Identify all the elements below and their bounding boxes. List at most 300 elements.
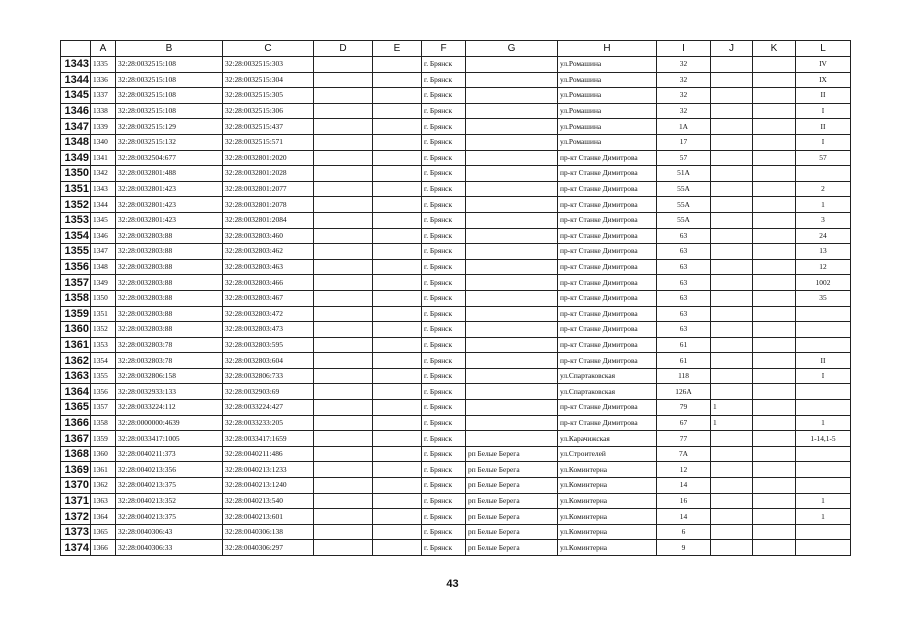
cell-f[interactable]: г. Брянск bbox=[422, 322, 466, 338]
cell-a[interactable]: 1342 bbox=[91, 166, 116, 182]
row-number[interactable]: 1348 bbox=[61, 134, 91, 150]
cell-g[interactable] bbox=[466, 431, 558, 447]
cell-d[interactable] bbox=[314, 478, 373, 494]
cell-e[interactable] bbox=[373, 415, 422, 431]
cell-j[interactable] bbox=[711, 431, 753, 447]
cell-b[interactable]: 32:28:0032803:88 bbox=[116, 322, 223, 338]
cell-g[interactable] bbox=[466, 322, 558, 338]
row-number[interactable]: 1359 bbox=[61, 306, 91, 322]
cell-h[interactable]: пр-кт Станке Димитрова bbox=[558, 400, 657, 416]
cell-i[interactable]: 63 bbox=[657, 290, 711, 306]
cell-h[interactable]: пр-кт Станке Димитрова bbox=[558, 290, 657, 306]
cell-j[interactable] bbox=[711, 275, 753, 291]
cell-g[interactable] bbox=[466, 212, 558, 228]
cell-b[interactable]: 32:28:0040213:352 bbox=[116, 493, 223, 509]
cell-g[interactable] bbox=[466, 400, 558, 416]
cell-f[interactable]: г. Брянск bbox=[422, 259, 466, 275]
cell-j[interactable] bbox=[711, 493, 753, 509]
cell-b[interactable]: 32:28:0032515:132 bbox=[116, 134, 223, 150]
cell-g[interactable] bbox=[466, 415, 558, 431]
row-number[interactable]: 1363 bbox=[61, 368, 91, 384]
cell-i[interactable]: 118 bbox=[657, 368, 711, 384]
cell-c[interactable]: 32:28:0032515:306 bbox=[223, 103, 314, 119]
cell-c[interactable]: 32:28:0040213:1233 bbox=[223, 462, 314, 478]
cell-c[interactable]: 32:28:0032801:2077 bbox=[223, 181, 314, 197]
cell-h[interactable]: пр-кт Станке Димитрова bbox=[558, 306, 657, 322]
cell-f[interactable]: г. Брянск bbox=[422, 446, 466, 462]
cell-c[interactable]: 32:28:0032801:2020 bbox=[223, 150, 314, 166]
cell-c[interactable]: 32:28:0033224:427 bbox=[223, 400, 314, 416]
cell-k[interactable] bbox=[753, 181, 796, 197]
column-header-k[interactable]: K bbox=[753, 41, 796, 57]
cell-f[interactable]: г. Брянск bbox=[422, 212, 466, 228]
cell-h[interactable]: ул.Спартаковская bbox=[558, 384, 657, 400]
row-number[interactable]: 1358 bbox=[61, 290, 91, 306]
cell-d[interactable] bbox=[314, 197, 373, 213]
cell-d[interactable] bbox=[314, 384, 373, 400]
cell-h[interactable]: пр-кт Станке Димитрова bbox=[558, 244, 657, 260]
cell-j[interactable] bbox=[711, 134, 753, 150]
cell-b[interactable]: 32:28:0032803:88 bbox=[116, 275, 223, 291]
cell-j[interactable] bbox=[711, 244, 753, 260]
cell-i[interactable]: 14 bbox=[657, 478, 711, 494]
cell-g[interactable] bbox=[466, 228, 558, 244]
row-number[interactable]: 1361 bbox=[61, 337, 91, 353]
cell-k[interactable] bbox=[753, 275, 796, 291]
cell-d[interactable] bbox=[314, 228, 373, 244]
cell-c[interactable]: 32:28:0032803:472 bbox=[223, 306, 314, 322]
cell-b[interactable]: 32:28:0032504:677 bbox=[116, 150, 223, 166]
cell-l[interactable] bbox=[796, 306, 851, 322]
cell-i[interactable]: 79 bbox=[657, 400, 711, 416]
cell-d[interactable] bbox=[314, 306, 373, 322]
cell-e[interactable] bbox=[373, 368, 422, 384]
cell-h[interactable]: пр-кт Станке Димитрова bbox=[558, 353, 657, 369]
cell-l[interactable]: II bbox=[796, 353, 851, 369]
cell-h[interactable]: ул.Спартаковская bbox=[558, 368, 657, 384]
row-number[interactable]: 1351 bbox=[61, 181, 91, 197]
cell-j[interactable] bbox=[711, 446, 753, 462]
cell-b[interactable]: 32:28:0040306:33 bbox=[116, 540, 223, 556]
cell-i[interactable]: 55А bbox=[657, 181, 711, 197]
cell-d[interactable] bbox=[314, 150, 373, 166]
row-number[interactable]: 1374 bbox=[61, 540, 91, 556]
cell-j[interactable] bbox=[711, 337, 753, 353]
cell-k[interactable] bbox=[753, 290, 796, 306]
cell-j[interactable] bbox=[711, 353, 753, 369]
row-number[interactable]: 1360 bbox=[61, 322, 91, 338]
cell-j[interactable] bbox=[711, 72, 753, 88]
cell-b[interactable]: 32:28:0040211:373 bbox=[116, 446, 223, 462]
cell-a[interactable]: 1346 bbox=[91, 228, 116, 244]
cell-d[interactable] bbox=[314, 400, 373, 416]
cell-b[interactable]: 32:28:0032803:78 bbox=[116, 337, 223, 353]
cell-a[interactable]: 1351 bbox=[91, 306, 116, 322]
cell-e[interactable] bbox=[373, 88, 422, 104]
cell-f[interactable]: г. Брянск bbox=[422, 166, 466, 182]
cell-g[interactable] bbox=[466, 384, 558, 400]
cell-b[interactable]: 32:28:0032515:108 bbox=[116, 103, 223, 119]
cell-e[interactable] bbox=[373, 384, 422, 400]
cell-k[interactable] bbox=[753, 103, 796, 119]
cell-h[interactable]: пр-кт Станке Димитрова bbox=[558, 415, 657, 431]
cell-b[interactable]: 32:28:0032801:423 bbox=[116, 197, 223, 213]
cell-f[interactable]: г. Брянск bbox=[422, 228, 466, 244]
cell-k[interactable] bbox=[753, 353, 796, 369]
row-number[interactable]: 1344 bbox=[61, 72, 91, 88]
row-number[interactable]: 1364 bbox=[61, 384, 91, 400]
cell-k[interactable] bbox=[753, 384, 796, 400]
cell-e[interactable] bbox=[373, 57, 422, 73]
cell-i[interactable]: 63 bbox=[657, 322, 711, 338]
cell-e[interactable] bbox=[373, 72, 422, 88]
cell-i[interactable]: 9 bbox=[657, 540, 711, 556]
cell-c[interactable]: 32:28:0032801:2084 bbox=[223, 212, 314, 228]
column-header-l[interactable]: L bbox=[796, 41, 851, 57]
cell-a[interactable]: 1345 bbox=[91, 212, 116, 228]
cell-j[interactable] bbox=[711, 509, 753, 525]
cell-b[interactable]: 32:28:0032801:423 bbox=[116, 181, 223, 197]
cell-f[interactable]: г. Брянск bbox=[422, 384, 466, 400]
cell-g[interactable] bbox=[466, 368, 558, 384]
cell-a[interactable]: 1340 bbox=[91, 134, 116, 150]
cell-e[interactable] bbox=[373, 509, 422, 525]
cell-k[interactable] bbox=[753, 228, 796, 244]
cell-a[interactable]: 1336 bbox=[91, 72, 116, 88]
row-number[interactable]: 1343 bbox=[61, 57, 91, 73]
cell-l[interactable]: IV bbox=[796, 57, 851, 73]
column-header-i[interactable]: I bbox=[657, 41, 711, 57]
cell-l[interactable] bbox=[796, 478, 851, 494]
row-number[interactable]: 1362 bbox=[61, 353, 91, 369]
cell-b[interactable]: 32:28:0040213:356 bbox=[116, 462, 223, 478]
cell-g[interactable] bbox=[466, 337, 558, 353]
cell-b[interactable]: 32:28:0032803:88 bbox=[116, 259, 223, 275]
cell-k[interactable] bbox=[753, 524, 796, 540]
cell-a[interactable]: 1341 bbox=[91, 150, 116, 166]
cell-c[interactable]: 32:28:0032803:463 bbox=[223, 259, 314, 275]
cell-i[interactable]: 12 bbox=[657, 462, 711, 478]
cell-j[interactable] bbox=[711, 259, 753, 275]
cell-j[interactable]: 1 bbox=[711, 415, 753, 431]
cell-i[interactable]: 55А bbox=[657, 212, 711, 228]
cell-e[interactable] bbox=[373, 166, 422, 182]
cell-e[interactable] bbox=[373, 493, 422, 509]
cell-h[interactable]: пр-кт Станке Димитрова bbox=[558, 212, 657, 228]
cell-c[interactable]: 32:28:0032803:604 bbox=[223, 353, 314, 369]
cell-k[interactable] bbox=[753, 244, 796, 260]
cell-g[interactable]: рп Белые Берега bbox=[466, 493, 558, 509]
cell-a[interactable]: 1347 bbox=[91, 244, 116, 260]
cell-g[interactable] bbox=[466, 57, 558, 73]
cell-h[interactable]: пр-кт Станке Димитрова bbox=[558, 322, 657, 338]
row-number[interactable]: 1372 bbox=[61, 509, 91, 525]
cell-a[interactable]: 1339 bbox=[91, 119, 116, 135]
cell-l[interactable] bbox=[796, 166, 851, 182]
cell-h[interactable]: ул.Строителей bbox=[558, 446, 657, 462]
cell-c[interactable]: 32:28:0040306:138 bbox=[223, 524, 314, 540]
cell-l[interactable] bbox=[796, 540, 851, 556]
cell-j[interactable] bbox=[711, 478, 753, 494]
cell-b[interactable]: 32:28:0040306:43 bbox=[116, 524, 223, 540]
cell-h[interactable]: ул.Ромашина bbox=[558, 57, 657, 73]
cell-c[interactable]: 32:28:0032803:462 bbox=[223, 244, 314, 260]
cell-j[interactable] bbox=[711, 150, 753, 166]
cell-c[interactable]: 32:28:0032803:595 bbox=[223, 337, 314, 353]
cell-d[interactable] bbox=[314, 134, 373, 150]
cell-f[interactable]: г. Брянск bbox=[422, 478, 466, 494]
cell-j[interactable] bbox=[711, 57, 753, 73]
cell-d[interactable] bbox=[314, 368, 373, 384]
cell-i[interactable]: 63 bbox=[657, 275, 711, 291]
row-number[interactable]: 1373 bbox=[61, 524, 91, 540]
cell-c[interactable]: 32:28:0033417:1659 bbox=[223, 431, 314, 447]
cell-k[interactable] bbox=[753, 119, 796, 135]
corner-cell[interactable] bbox=[61, 41, 91, 57]
cell-j[interactable]: 1 bbox=[711, 400, 753, 416]
cell-l[interactable]: 1 bbox=[796, 509, 851, 525]
column-header-g[interactable]: G bbox=[466, 41, 558, 57]
cell-l[interactable]: 24 bbox=[796, 228, 851, 244]
cell-l[interactable]: IX bbox=[796, 72, 851, 88]
cell-g[interactable]: рп Белые Берега bbox=[466, 509, 558, 525]
cell-e[interactable] bbox=[373, 181, 422, 197]
row-number[interactable]: 1367 bbox=[61, 431, 91, 447]
cell-k[interactable] bbox=[753, 212, 796, 228]
row-number[interactable]: 1357 bbox=[61, 275, 91, 291]
cell-f[interactable]: г. Брянск bbox=[422, 181, 466, 197]
cell-j[interactable] bbox=[711, 384, 753, 400]
cell-j[interactable] bbox=[711, 197, 753, 213]
cell-k[interactable] bbox=[753, 368, 796, 384]
cell-g[interactable]: рп Белые Берега bbox=[466, 446, 558, 462]
cell-h[interactable]: ул.Коминтерна bbox=[558, 524, 657, 540]
cell-h[interactable]: пр-кт Станке Димитрова bbox=[558, 166, 657, 182]
cell-k[interactable] bbox=[753, 446, 796, 462]
cell-c[interactable]: 32:28:0033233:205 bbox=[223, 415, 314, 431]
cell-j[interactable] bbox=[711, 290, 753, 306]
row-number[interactable]: 1350 bbox=[61, 166, 91, 182]
cell-k[interactable] bbox=[753, 540, 796, 556]
cell-i[interactable]: 32 bbox=[657, 57, 711, 73]
cell-f[interactable]: г. Брянск bbox=[422, 275, 466, 291]
cell-k[interactable] bbox=[753, 462, 796, 478]
cell-d[interactable] bbox=[314, 259, 373, 275]
column-header-f[interactable]: F bbox=[422, 41, 466, 57]
cell-k[interactable] bbox=[753, 493, 796, 509]
cell-e[interactable] bbox=[373, 337, 422, 353]
column-header-j[interactable]: J bbox=[711, 41, 753, 57]
cell-l[interactable]: II bbox=[796, 88, 851, 104]
cell-g[interactable]: рп Белые Берега bbox=[466, 478, 558, 494]
cell-i[interactable]: 63 bbox=[657, 306, 711, 322]
cell-h[interactable]: ул.Коминтерна bbox=[558, 478, 657, 494]
cell-f[interactable]: г. Брянск bbox=[422, 368, 466, 384]
cell-i[interactable]: 63 bbox=[657, 244, 711, 260]
cell-a[interactable]: 1353 bbox=[91, 337, 116, 353]
cell-j[interactable] bbox=[711, 462, 753, 478]
cell-l[interactable]: 1-14,1-5 bbox=[796, 431, 851, 447]
cell-a[interactable]: 1364 bbox=[91, 509, 116, 525]
cell-g[interactable] bbox=[466, 244, 558, 260]
cell-b[interactable]: 32:28:0032803:88 bbox=[116, 228, 223, 244]
cell-b[interactable]: 32:28:0032515:108 bbox=[116, 88, 223, 104]
cell-k[interactable] bbox=[753, 88, 796, 104]
cell-c[interactable]: 32:28:0032803:466 bbox=[223, 275, 314, 291]
column-header-h[interactable]: H bbox=[558, 41, 657, 57]
cell-c[interactable]: 32:28:0040306:297 bbox=[223, 540, 314, 556]
cell-k[interactable] bbox=[753, 431, 796, 447]
row-number[interactable]: 1355 bbox=[61, 244, 91, 260]
cell-j[interactable] bbox=[711, 119, 753, 135]
row-number[interactable]: 1354 bbox=[61, 228, 91, 244]
cell-c[interactable]: 32:28:0032801:2078 bbox=[223, 197, 314, 213]
cell-g[interactable] bbox=[466, 197, 558, 213]
cell-h[interactable]: ул.Ромашина bbox=[558, 72, 657, 88]
cell-k[interactable] bbox=[753, 72, 796, 88]
cell-e[interactable] bbox=[373, 197, 422, 213]
cell-a[interactable]: 1366 bbox=[91, 540, 116, 556]
cell-i[interactable]: 32 bbox=[657, 72, 711, 88]
cell-a[interactable]: 1361 bbox=[91, 462, 116, 478]
cell-j[interactable] bbox=[711, 540, 753, 556]
cell-i[interactable]: 16 bbox=[657, 493, 711, 509]
cell-a[interactable]: 1343 bbox=[91, 181, 116, 197]
cell-l[interactable]: 12 bbox=[796, 259, 851, 275]
cell-a[interactable]: 1363 bbox=[91, 493, 116, 509]
cell-c[interactable]: 32:28:0032903:69 bbox=[223, 384, 314, 400]
cell-i[interactable]: 1А bbox=[657, 119, 711, 135]
cell-c[interactable]: 32:28:0032801:2028 bbox=[223, 166, 314, 182]
cell-a[interactable]: 1358 bbox=[91, 415, 116, 431]
cell-h[interactable]: ул.Коминтерна bbox=[558, 509, 657, 525]
cell-e[interactable] bbox=[373, 353, 422, 369]
cell-e[interactable] bbox=[373, 462, 422, 478]
cell-l[interactable] bbox=[796, 524, 851, 540]
cell-k[interactable] bbox=[753, 400, 796, 416]
cell-l[interactable] bbox=[796, 400, 851, 416]
cell-b[interactable]: 32:28:0032933:133 bbox=[116, 384, 223, 400]
cell-b[interactable]: 32:28:0032803:88 bbox=[116, 290, 223, 306]
cell-l[interactable] bbox=[796, 337, 851, 353]
cell-a[interactable]: 1337 bbox=[91, 88, 116, 104]
cell-c[interactable]: 32:28:0032515:437 bbox=[223, 119, 314, 135]
cell-k[interactable] bbox=[753, 478, 796, 494]
cell-a[interactable]: 1338 bbox=[91, 103, 116, 119]
cell-f[interactable]: г. Брянск bbox=[422, 431, 466, 447]
cell-f[interactable]: г. Брянск bbox=[422, 88, 466, 104]
cell-i[interactable]: 32 bbox=[657, 88, 711, 104]
cell-g[interactable] bbox=[466, 166, 558, 182]
cell-d[interactable] bbox=[314, 212, 373, 228]
cell-a[interactable]: 1365 bbox=[91, 524, 116, 540]
cell-c[interactable]: 32:28:0032515:303 bbox=[223, 57, 314, 73]
cell-h[interactable]: ул.Ромашина bbox=[558, 119, 657, 135]
cell-l[interactable]: 1 bbox=[796, 197, 851, 213]
cell-j[interactable] bbox=[711, 212, 753, 228]
cell-j[interactable] bbox=[711, 88, 753, 104]
cell-h[interactable]: пр-кт Станке Димитрова bbox=[558, 259, 657, 275]
cell-d[interactable] bbox=[314, 244, 373, 260]
cell-g[interactable] bbox=[466, 306, 558, 322]
cell-a[interactable]: 1354 bbox=[91, 353, 116, 369]
cell-i[interactable]: 17 bbox=[657, 134, 711, 150]
cell-k[interactable] bbox=[753, 150, 796, 166]
cell-l[interactable]: II bbox=[796, 119, 851, 135]
cell-g[interactable] bbox=[466, 150, 558, 166]
row-number[interactable]: 1370 bbox=[61, 478, 91, 494]
cell-f[interactable]: г. Брянск bbox=[422, 540, 466, 556]
cell-l[interactable]: I bbox=[796, 103, 851, 119]
cell-f[interactable]: г. Брянск bbox=[422, 72, 466, 88]
cell-a[interactable]: 1359 bbox=[91, 431, 116, 447]
cell-b[interactable]: 32:28:0032803:78 bbox=[116, 353, 223, 369]
cell-k[interactable] bbox=[753, 197, 796, 213]
cell-i[interactable]: 57 bbox=[657, 150, 711, 166]
cell-c[interactable]: 32:28:0032515:571 bbox=[223, 134, 314, 150]
cell-c[interactable]: 32:28:0032803:460 bbox=[223, 228, 314, 244]
cell-e[interactable] bbox=[373, 228, 422, 244]
cell-a[interactable]: 1356 bbox=[91, 384, 116, 400]
cell-b[interactable]: 32:28:0032803:88 bbox=[116, 306, 223, 322]
cell-f[interactable]: г. Брянск bbox=[422, 119, 466, 135]
row-number[interactable]: 1366 bbox=[61, 415, 91, 431]
column-header-d[interactable]: D bbox=[314, 41, 373, 57]
cell-i[interactable]: 61 bbox=[657, 353, 711, 369]
cell-b[interactable]: 32:28:0000000:4639 bbox=[116, 415, 223, 431]
cell-d[interactable] bbox=[314, 493, 373, 509]
cell-d[interactable] bbox=[314, 88, 373, 104]
cell-b[interactable]: 32:28:0040213:375 bbox=[116, 478, 223, 494]
cell-e[interactable] bbox=[373, 259, 422, 275]
cell-f[interactable]: г. Брянск bbox=[422, 150, 466, 166]
row-number[interactable]: 1365 bbox=[61, 400, 91, 416]
cell-l[interactable] bbox=[796, 446, 851, 462]
cell-i[interactable]: 55А bbox=[657, 197, 711, 213]
cell-g[interactable] bbox=[466, 119, 558, 135]
column-header-e[interactable]: E bbox=[373, 41, 422, 57]
cell-d[interactable] bbox=[314, 275, 373, 291]
cell-b[interactable]: 32:28:0032515:108 bbox=[116, 57, 223, 73]
cell-e[interactable] bbox=[373, 400, 422, 416]
cell-d[interactable] bbox=[314, 103, 373, 119]
cell-i[interactable]: 51А bbox=[657, 166, 711, 182]
cell-e[interactable] bbox=[373, 119, 422, 135]
cell-l[interactable]: 13 bbox=[796, 244, 851, 260]
cell-g[interactable]: рп Белые Берега bbox=[466, 462, 558, 478]
row-number[interactable]: 1368 bbox=[61, 446, 91, 462]
cell-h[interactable]: ул.Ромашина bbox=[558, 88, 657, 104]
cell-a[interactable]: 1344 bbox=[91, 197, 116, 213]
cell-f[interactable]: г. Брянск bbox=[422, 400, 466, 416]
cell-e[interactable] bbox=[373, 322, 422, 338]
cell-a[interactable]: 1335 bbox=[91, 57, 116, 73]
cell-c[interactable]: 32:28:0040213:1240 bbox=[223, 478, 314, 494]
cell-i[interactable]: 67 bbox=[657, 415, 711, 431]
cell-d[interactable] bbox=[314, 290, 373, 306]
cell-h[interactable]: ул.Карачижская bbox=[558, 431, 657, 447]
cell-f[interactable]: г. Брянск bbox=[422, 306, 466, 322]
cell-e[interactable] bbox=[373, 244, 422, 260]
column-header-b[interactable]: B bbox=[116, 41, 223, 57]
cell-h[interactable]: пр-кт Станке Димитрова bbox=[558, 228, 657, 244]
cell-e[interactable] bbox=[373, 212, 422, 228]
cell-h[interactable]: пр-кт Станке Димитрова bbox=[558, 197, 657, 213]
cell-h[interactable]: ул.Ромашина bbox=[558, 103, 657, 119]
cell-g[interactable] bbox=[466, 88, 558, 104]
cell-e[interactable] bbox=[373, 446, 422, 462]
cell-e[interactable] bbox=[373, 290, 422, 306]
